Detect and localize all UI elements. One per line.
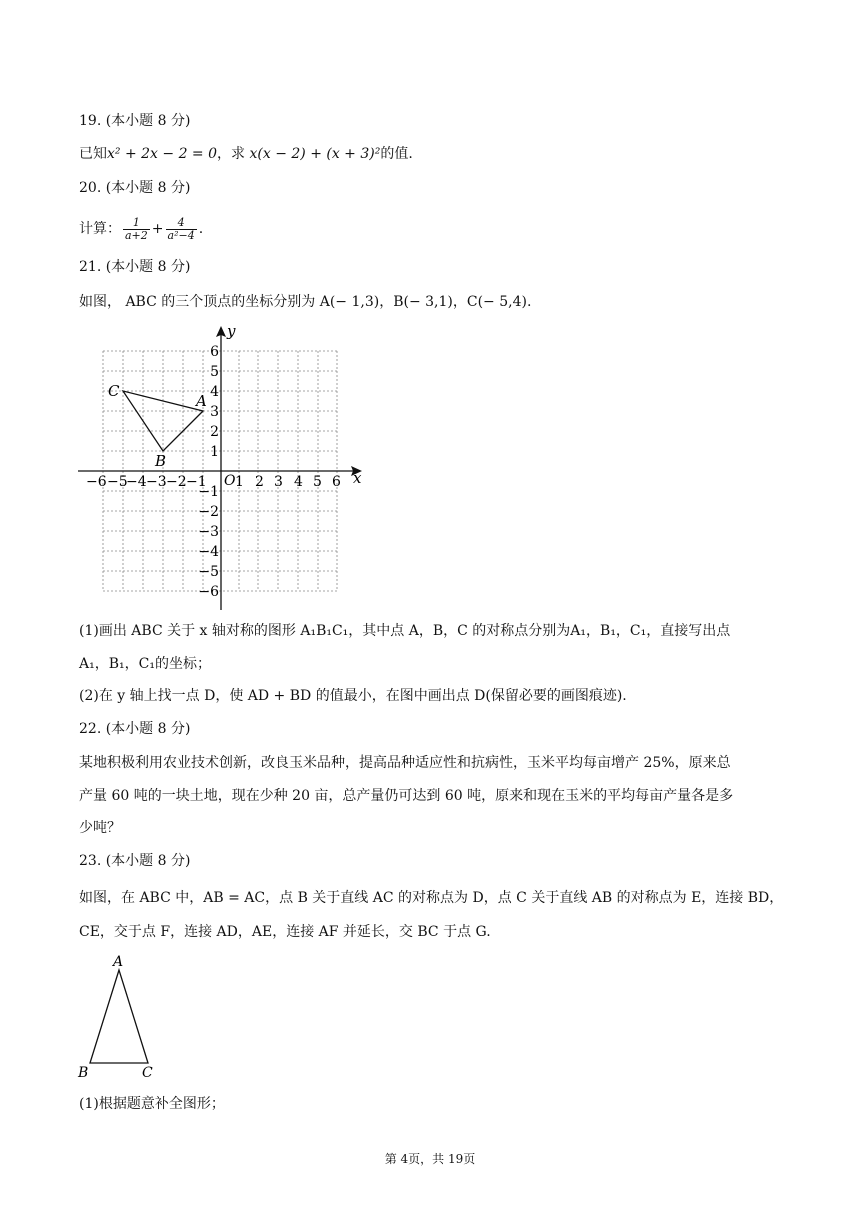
q20-header: 20. (本小题 8 分) [79, 180, 191, 196]
x-tick: −3 [146, 474, 167, 490]
vertex-b-label: B [78, 1065, 89, 1081]
q19-text-3: 的值. [380, 146, 413, 162]
q20-f2-numerator: 4 [166, 217, 197, 230]
y-tick: 2 [210, 424, 219, 440]
point-b-label: B [155, 452, 167, 470]
y-tick: 6 [210, 344, 219, 360]
x-tick: 2 [255, 474, 264, 490]
q22-line3: 少吨？ [79, 820, 121, 836]
q20-prefix: 计算： [79, 221, 121, 237]
q20-fraction-2 [166, 217, 197, 242]
y-axis-label: y [227, 322, 236, 340]
x-tick: 5 [313, 474, 322, 490]
x-tick: 4 [294, 474, 303, 490]
q23-line1: 如图，在 ABC 中，AB = AC，点 B 关于直线 AC 的对称点为 D，点 C 关于直线 AB 的对称点为 E，连接 BD， [79, 890, 784, 906]
q19-header: 19. (本小题 8 分) [79, 113, 191, 129]
vertex-a-label: A [113, 954, 124, 970]
q21-part2: (2)在 y 轴上找一点 D，使 AD + BD 的值最小，在图中画出点 D(保留必要的画图痕迹). [79, 688, 627, 704]
y-tick: 1 [210, 444, 219, 460]
q23-header: 23. (本小题 8 分) [79, 853, 191, 869]
q22-line2: 产量 60 吨的一块土地，现在少种 20 亩，总产量仍可达到 60 吨，原来和现在玉米的平均每亩产量各是多 [79, 788, 734, 804]
x-tick: −5 [107, 474, 128, 490]
isosceles-triangle-figure [72, 950, 167, 1085]
x-axis-label: x [353, 469, 362, 487]
q20-f1-numerator: 1 [123, 217, 150, 230]
x-tick: −2 [166, 474, 187, 490]
q19-text-1: 已知 [79, 146, 107, 162]
q20-f2-denominator: a²−4 [167, 228, 195, 242]
x-positive-ticks [235, 474, 341, 490]
y-tick: −4 [198, 544, 219, 560]
q21-part1-line1: (1)画出 ABC 关于 x 轴对称的图形 A₁B₁C₁，其中点 A，B，C 的对称点分别为A₁，B₁，C₁，直接写出点 [79, 623, 731, 639]
q19-equation-1: x² + 2x − 2 = 0 [107, 146, 218, 162]
y-tick: 3 [210, 404, 219, 420]
q21-header: 21. (本小题 8 分) [79, 259, 191, 275]
x-negative-ticks [86, 474, 207, 490]
q20-suffix: . [198, 221, 204, 237]
q19-body [79, 144, 413, 164]
y-tick: 5 [210, 364, 219, 380]
y-tick: −6 [198, 584, 219, 600]
y-positive-ticks [210, 344, 219, 460]
q22-line1: 某地积极利用农业技术创新，改良玉米品种，提高品种适应性和抗病性，玉米平均每亩增产 25%，原来总 [79, 755, 731, 771]
x-tick: −6 [86, 474, 107, 490]
x-tick: 3 [274, 474, 283, 490]
q20-f1-denominator: a+2 [125, 228, 148, 242]
x-tick: −1 [186, 474, 207, 490]
origin-label: O [224, 473, 236, 489]
q19-equation-2: x(x − 2) + (x + 3)² [249, 146, 381, 162]
vertex-c-label: C [142, 1065, 153, 1081]
q20-fraction-1 [123, 217, 150, 242]
q20-body [79, 214, 203, 244]
q21-part1-line2: A₁，B₁，C₁的坐标； [79, 656, 211, 672]
q22-header: 22. (本小题 8 分) [79, 721, 191, 737]
triangle-abc-isosceles [90, 970, 148, 1063]
q23-line2: CE，交于点 F，连接 AD，AE，连接 AF 并延长，交 BC 于点 G. [79, 924, 491, 940]
q19-text-2: ，求 [217, 146, 250, 162]
q23-part1: (1)根据题意补全图形； [79, 1096, 225, 1112]
x-tick: 1 [235, 474, 244, 490]
y-negative-ticks [198, 484, 219, 600]
y-tick: −3 [198, 524, 219, 540]
y-tick: −5 [198, 564, 219, 580]
q21-stem: 如图， ABC 的三个顶点的坐标分别为 A(− 1,3)，B(− 3,1)，C(− 5,4). [79, 294, 532, 310]
y-tick: −2 [198, 504, 219, 520]
x-tick: 6 [332, 474, 341, 490]
point-a-label: A [196, 392, 207, 410]
page-footer: 第 4页，共 19页 [384, 1152, 476, 1166]
coordinate-grid-figure [70, 318, 370, 613]
y-tick: 4 [210, 384, 219, 400]
point-c-label: C [108, 382, 120, 400]
q20-plus: + [151, 221, 164, 237]
y-tick: −1 [198, 484, 219, 500]
x-tick: −4 [126, 474, 147, 490]
